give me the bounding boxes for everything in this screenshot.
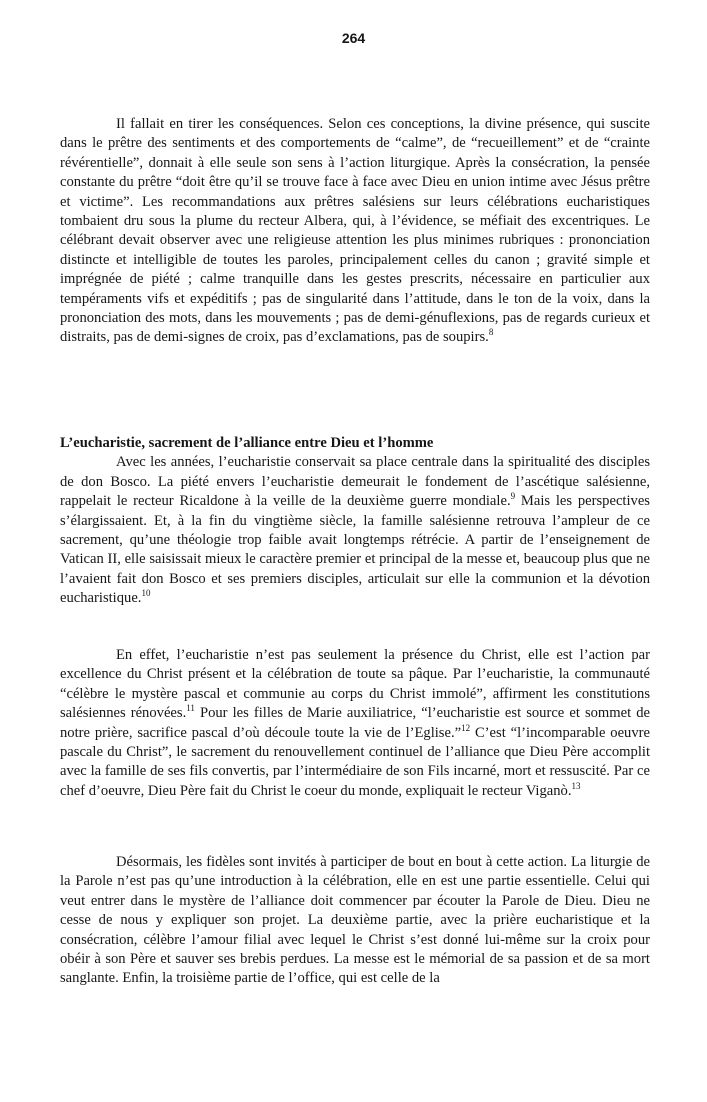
paragraph-text: Mais les perspectives s’élargissaient. Et, à la fin du vingtième siècle, la famille salésienne retrouva l’ampleur de ce sacrement, qu’une théologie trop faible avait longtemps rétrécie. A partir de l’enseignement de Vatican II, elle saisissait mieux le caractère premier et principal de la messe et, beaucoup plus que ne l’avaient fait don Bosco et ses premiers disciples, articulait sur elle la communion et la dévotion eucharistique.: [60, 493, 650, 607]
footnote-ref: 11: [186, 703, 195, 714]
section-eucharistie: [60, 434, 650, 609]
section-heading: L’eucharistie, sacrement de l’alliance entre Dieu et l’homme: [60, 435, 434, 451]
paragraph-text: Avec les années, l’eucharistie conservait sa place centrale dans la spiritualité des disciples de don Bosco. La piété envers l’eucharistie demeurait le fondement de l’ascétique salésienne, rappelait le recteur Ricaldone à la veille de la deuxième guerre mondiale.: [60, 454, 650, 510]
paragraph-en-effet: [60, 646, 650, 801]
footnote-ref: 12: [461, 722, 471, 733]
paragraph-consequences: [60, 115, 650, 348]
paragraph-desormais: [60, 853, 650, 989]
paragraph-text: Il fallait en tirer les conséquences. Selon ces conceptions, la divine présence, qui suscite dans le prêtre des sentiments et des comportements de “calme”, de “recueillement” et de “crainte révérentielle”, donnait à elle seule son sens à l’action liturgique. Après la consécration, la pensée constante du prêtre “doit être qu’il se trouve face à face avec Dieu en union intime avec Jésus prêtre et victime”. Les recommandations aux prêtres salésiens sur leurs célébrations eucharistiques tombaient dru sous la plume du recteur Albera, qui, à l’évidence, se méfiait des excentriques. Le célébrant devait observer avec une religieuse attention les plus minimes rubriques : prononciation distincte et intelligible de toutes les paroles, principalement celles du canon ; gravité simple et imprégnée de piété ; calme tranquille dans les gestes prescrits, nécessaire en particulier aux tempéraments vifs et expéditifs ; pas de singularité dans l’attitude, dans le ton de la voix, dans la prononciation des mots, dans les mouvements ; pas de demi-génuflexions, pas de regards curieux et distraits, pas de demi-signes de croix, pas d’exclamations, pas de soupirs.: [60, 116, 650, 346]
footnote-ref: 13: [571, 780, 581, 791]
footnote-ref: 9: [510, 491, 516, 502]
page-number: 264: [341, 30, 366, 46]
paragraph-text: Pour les filles de Marie auxiliatrice, “l’eucharistie est source et sommet de notre prière, sacrifice pascal d’où découle toute la vie de l’Eglise.”: [60, 705, 651, 741]
paragraph-text: En effet, l’eucharistie n’est pas seulement la présence du Christ, elle est l’action par excellence du Christ présent et la célébration de toute sa pâque. Par l’eucharistie, la communauté “célèbre le mystère pascal et communie au corps du Christ immolé”, affirment les constitutions salésiennes rénovées.: [60, 647, 650, 722]
paragraph-text: C’est “l’incomparable oeuvre pascale du Christ”, le sacrement du renouvellement continuel de l’alliance que Dieu Père accomplit avec la famille de ses fils convertis, par l’intermédiaire de son Fils incarné, mort et ressuscité. Par ce chef d’oeuvre, Dieu Père fait du Christ le coeur du monde, expliquait le recteur Viganò.: [60, 724, 650, 799]
paragraph-text: Désormais, les fidèles sont invités à participer de bout en bout à cette action. La liturgie de la Parole n’est pas qu’une introduction à la célébration, elle en est une partie essentielle. Celui qui veut entrer dans le mystère de l’alliance doit commencer par écouter la Parole de Dieu. Dieu ne cesse de nous y expliquer son projet. La deuxième partie, avec la prière eucharistique et la consécration, célèbre l’amour filial avec lequel le Christ s’est donné lui-même sur la croix pour obéir à son Père et sauver ses brebis perdues. La messe est le mémorial de sa passion et de sa mort sanglante. Enfin, la troisième partie de l’office, qui est celle de la: [60, 854, 650, 987]
footnote-ref: 10: [141, 588, 151, 599]
footnote-ref: 8: [488, 327, 494, 338]
